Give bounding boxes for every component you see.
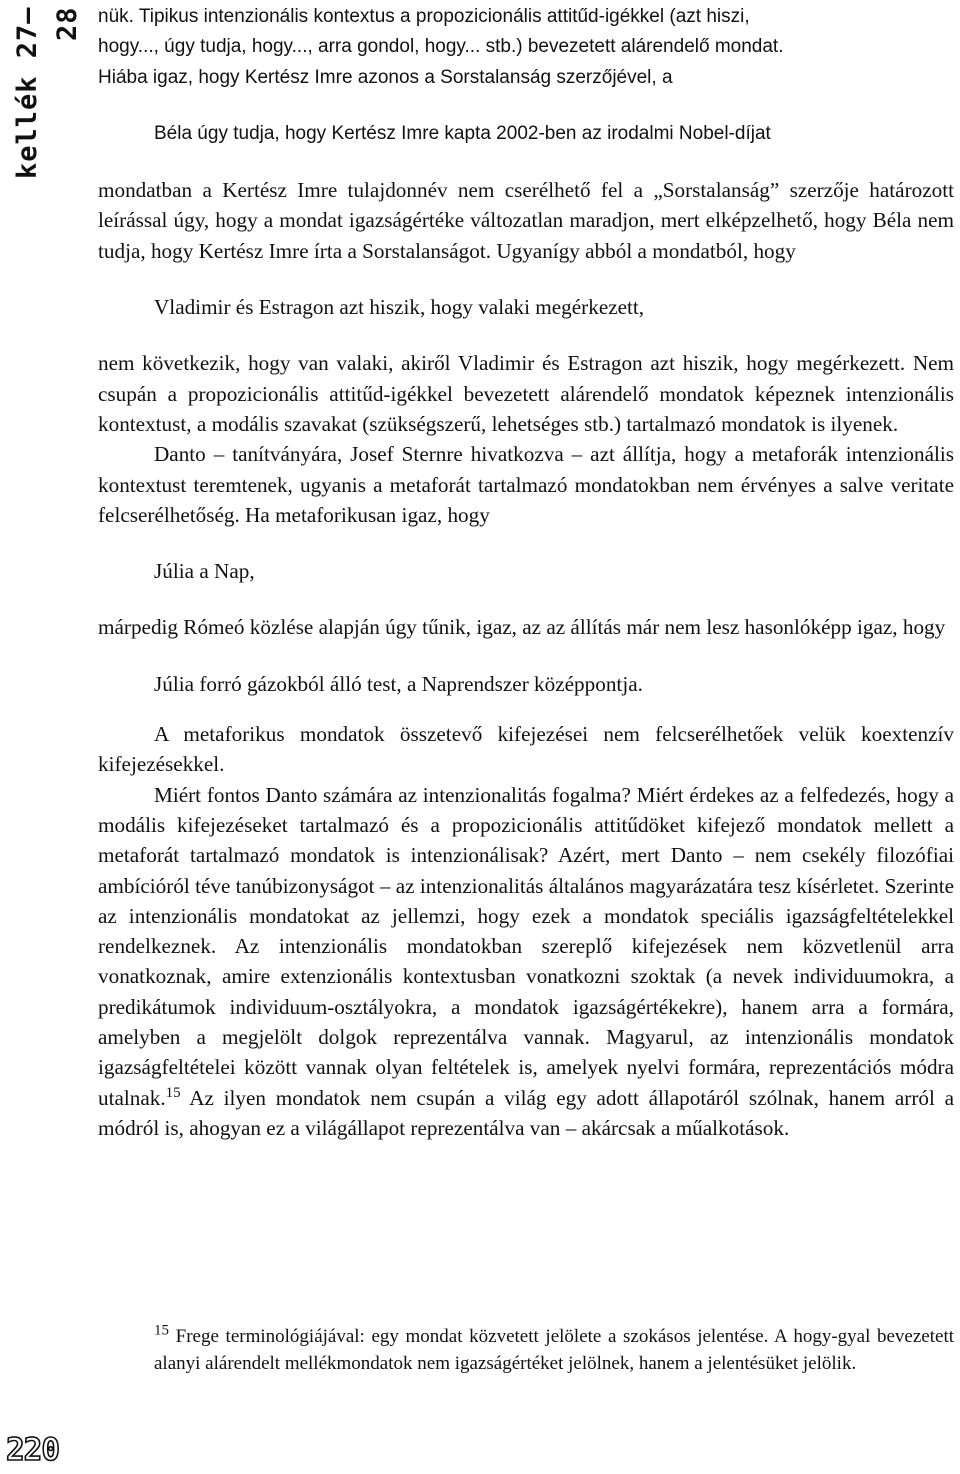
paragraph-6: márpedig Rómeó közlése alapján úgy tűnik, igaz, az az állítás már nem lesz hasonlóképp igaz, hogy [98, 615, 946, 640]
paragraph-7: A metaforikus mondatok összetevő kifejezései nem felcserélhetőek velük koextenzív kifejezésekkel. [98, 722, 954, 777]
journal-title [8, 6, 83, 206]
paragraph-8 [98, 780, 954, 1144]
page-number [6, 1432, 59, 1468]
paragraph-1-line-2: hogy..., úgy tudja, hogy..., arra gondol, hogy... stb.) bevezetett alárendelő mondat. [98, 36, 784, 58]
footnote-text: Frege terminológiájával: egy mondat közvetett jelölete a szokásos jelentése. A hogy-gyal bevezetett alanyi alárendelt mellékmondatok nem igazságértéket jelölnek, hanem a jelentésüket jelölik. [154, 1326, 955, 1374]
paragraph-1 [98, 2, 954, 63]
footnote-body [98, 1323, 954, 1377]
main-text [98, 2, 954, 1143]
example-sentence-3: Júlia a Nap, [154, 559, 255, 584]
paragraph-8-text: Miért fontos Danto számára az intenzionalitás fogalma? Miért érdekes az a felfedezés, hogy a modális kifejezéseket tartalmazó és a propozicionális attitűdöket kifejező mondatok mellett a metaforát tartalmazó mondatok is intenzionálisak? Azért, mert Danto – nem csekély filozófiai ambícióról téve tanúbizonyságot – az intenzionalitás általános magyarázatára tesz kísérletet. Szerinte az intenzionális mondatokat az jellemzi, hogy ezek a mondatok speciális igazságfeltételekkel rendelkeznek. Az intenzionális mondatokban szereplő kifejezések nem közvetlenül arra vonatkoznak, amire extenzionális kontextusban vonatkozni szoktak (a nevek individuumokra, a predikátumok individuum-osztályokra, a mondatok igazságértékekre), hanem arra a formára, amelyben a megjelölt dolgok reprezentálva vannak. Magyarul, az intenzionális mondatok igazságfeltételei között vannak olyan feltételek is, amelyek nyelvi formára, reprezentációs módra utalnak. [98, 782, 954, 1110]
example-sentence-2: Vladimir és Estragon azt hiszik, hogy valaki megérkezett, [154, 295, 645, 320]
example-sentence-1: Béla úgy tudja, hogy Kertész Imre kapta 2002-ben az irodalmi Nobel-díjat [154, 122, 771, 144]
paragraph-4: nem következik, hogy van valaki, akiről Vladimir és Estragon azt hiszik, hogy megérkezett. Nem csupán a propozicionális attitűd-igékkel bevezetett alárendelő mondatok képeznek intenzionális kontextust, a modális szavakat (szükségszerű, lehetséges stb.) tartalmazó mondatok is ilyenek. [98, 351, 954, 436]
paragraph-2: Hiába igaz, hogy Kertész Imre azonos a Sorstalanság szerzőjével, a [98, 66, 673, 88]
journal-title-text: kellék 27–28 [12, 6, 83, 179]
paragraph-8-tail: Az ilyen mondatok nem csupán a világ egy adott állapotáról szólnak, hanem arról a módról is, ahogyan ez a világállapot reprezentálva van – akárcsak a műalkotások. [98, 1085, 954, 1140]
example-sentence-4: Júlia forró gázokból álló test, a Naprendszer középpontja. [154, 671, 643, 696]
footnote-reference: 15 [165, 1084, 181, 1101]
footnote [98, 1323, 954, 1377]
page-number-text: 220 [6, 1432, 59, 1468]
paragraph-1-line-1: nük. Tipikus intenzionális kontextus a propozicionális attitűd-igékkel (azt hiszi, [98, 6, 750, 27]
paragraph-3: mondatban a Kertész Imre tulajdonnév nem cserélhető fel a „Sorstalanság” szerzője határozott leírással úgy, hogy a mondat igazságértéke változatlan maradjon, mert elképzelhető, hogy Béla nem tudja, hogy Kertész Imre írta a Sorstalanságot. Ugyanígy abból a mondatból, hogy [98, 178, 954, 263]
paragraph-5: Danto – tanítványára, Josef Sternre hivatkozva – azt állítja, hogy a metaforák intenzionális kontextust teremtenek, ugyanis a metaforát tartalmazó mondatokban nem érvényes a salve veritate felcserélhetőség. Ha metaforikusan igaz, hogy [98, 442, 954, 527]
footnote-number: 15 [154, 1322, 169, 1339]
